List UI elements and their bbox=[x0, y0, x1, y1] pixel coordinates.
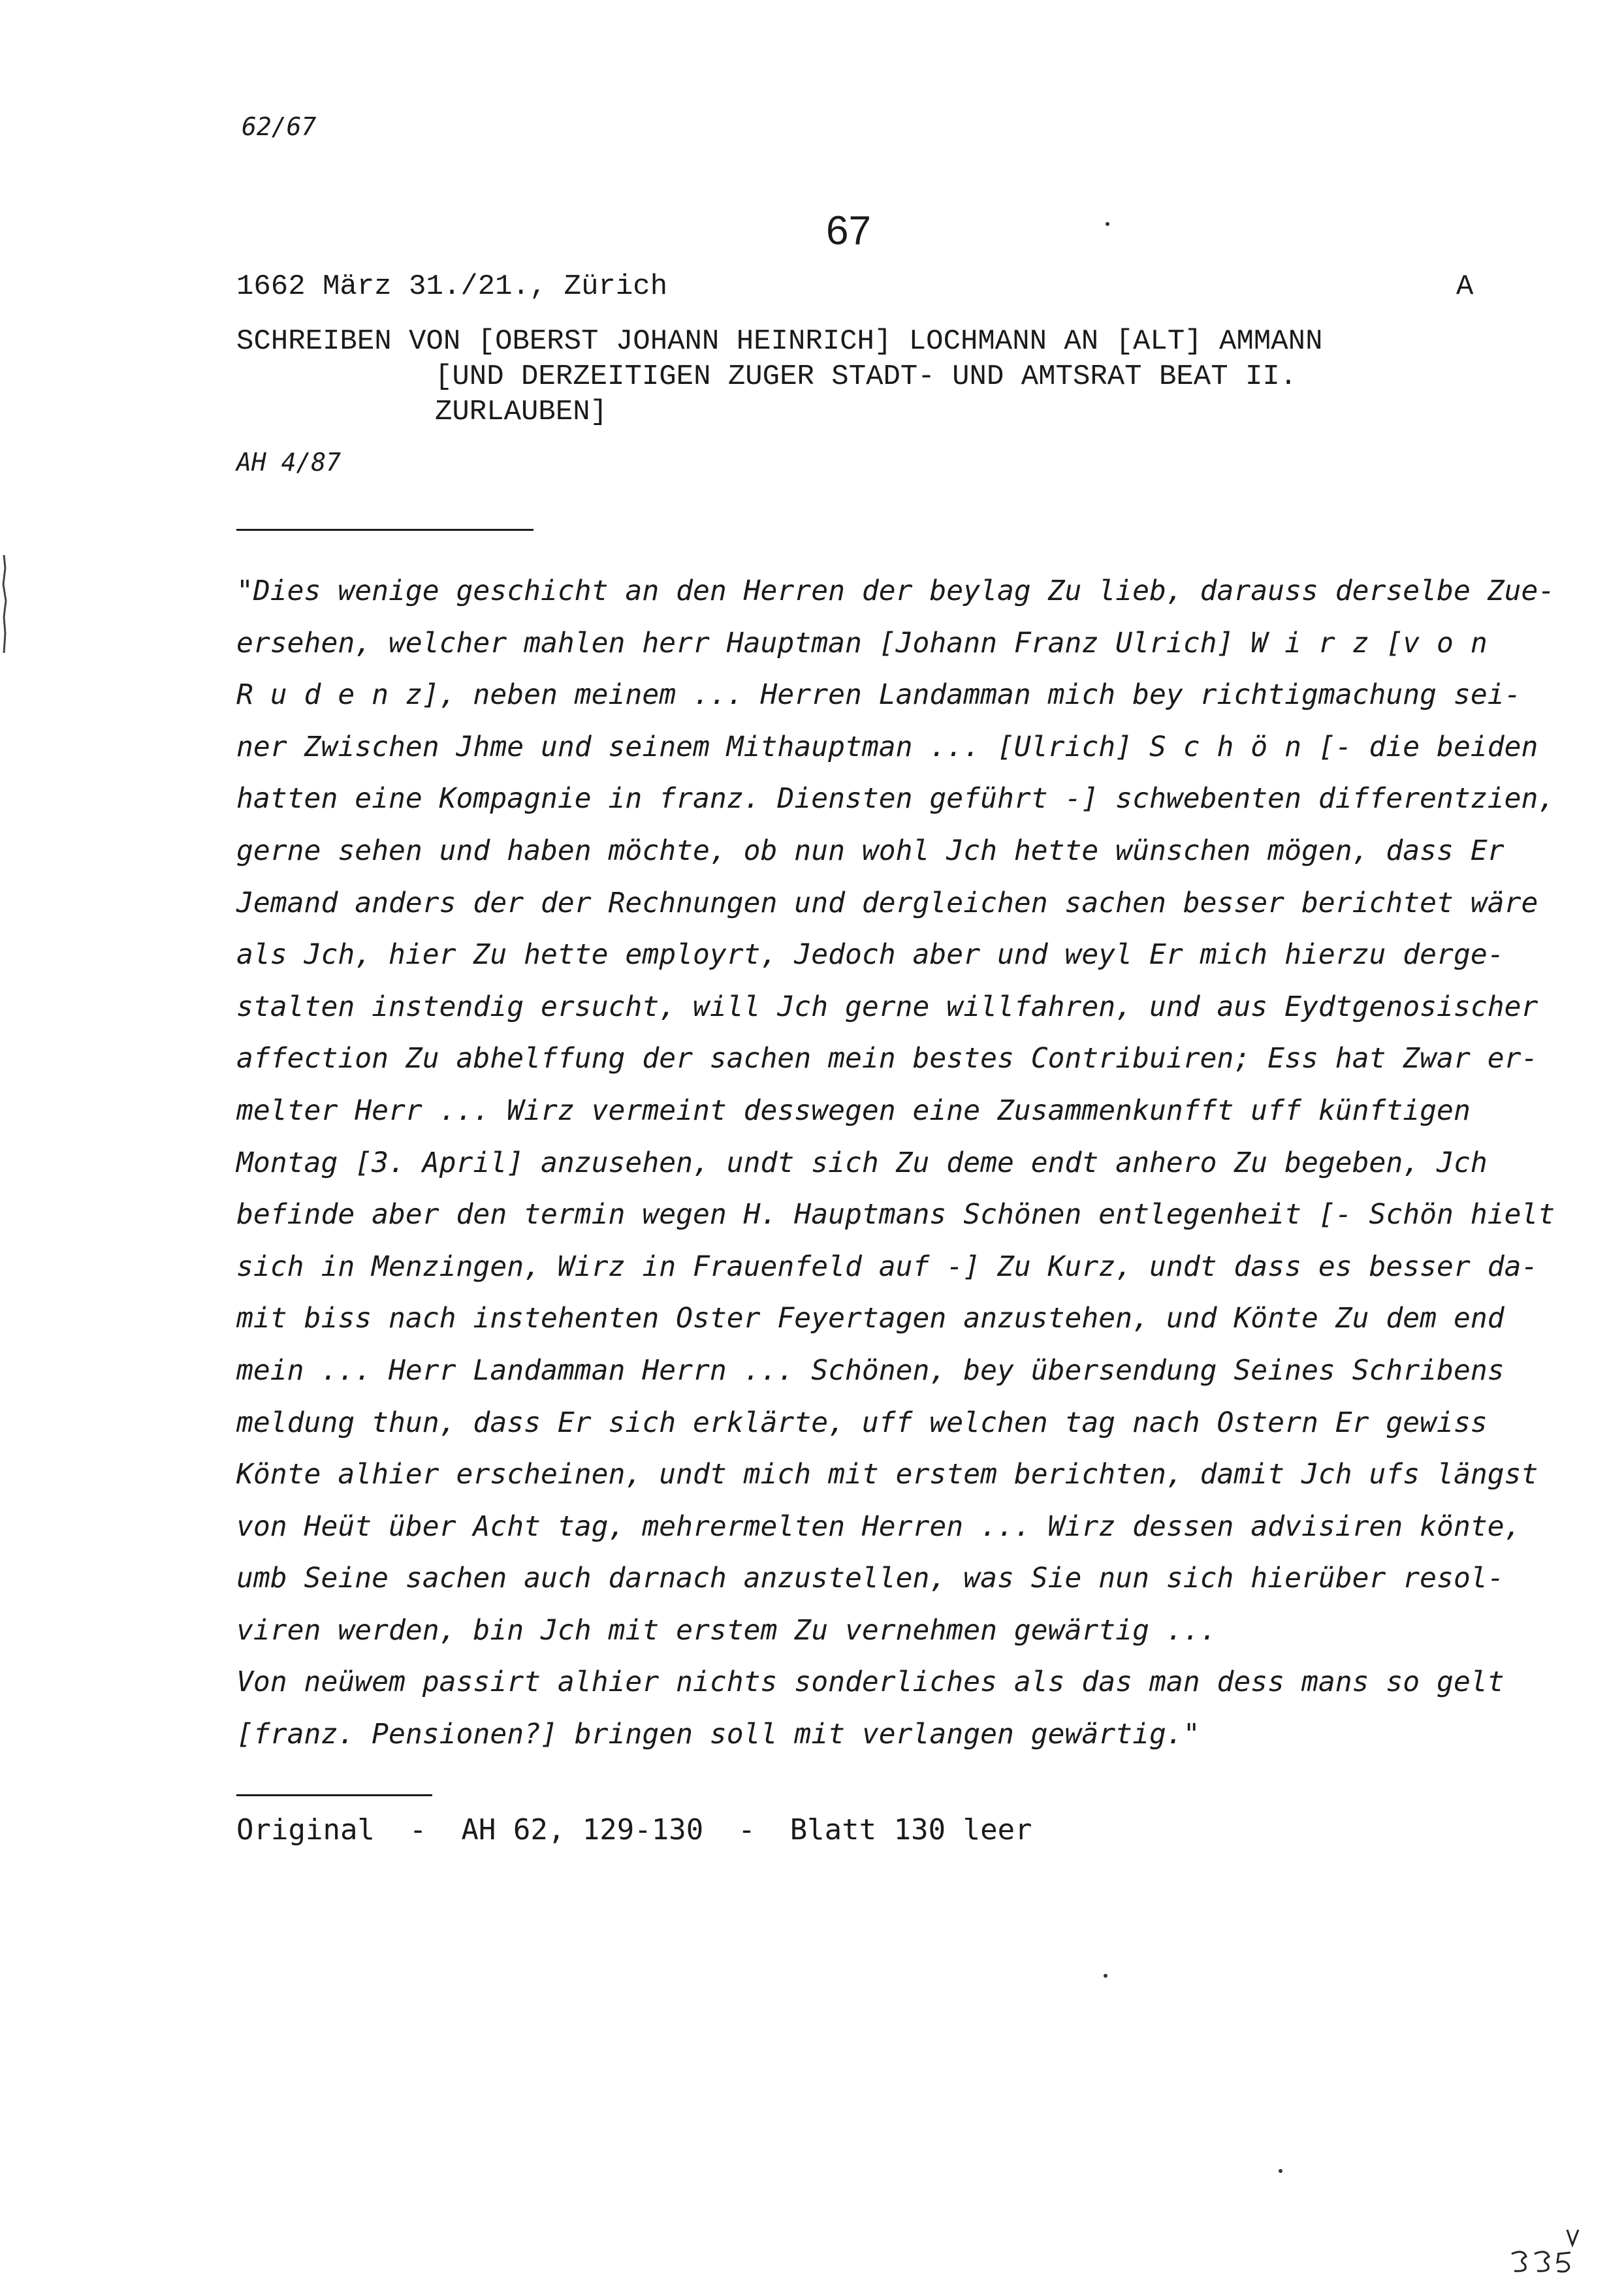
text-line: mit biss nach instehenten Oster Feyertagen anzustehen, und Könte Zu dem end bbox=[236, 1302, 1505, 1335]
heading-line: [UND DERZEITIGEN ZUGER STADT- UND AMTSRAT BEAT II. bbox=[435, 360, 1298, 393]
scan-speck bbox=[1106, 222, 1109, 226]
text-line: Jemand anders der der Rechnungen und dergleichen sachen besser berichtet wäre bbox=[236, 886, 1538, 919]
scan-speck bbox=[1279, 2169, 1282, 2173]
text-line: sich in Menzingen, Wirz in Frauenfeld auf -] Zu Kurz, undt dass es besser da- bbox=[236, 1250, 1538, 1283]
category-letter: A bbox=[1456, 270, 1474, 303]
text-line: ersehen, welcher mahlen herr Hauptman [Johann Franz Ulrich] W i r z [v o n bbox=[236, 626, 1488, 659]
text-line: hatten eine Kompagnie in franz. Diensten geführt -] schwebenten differentzien, bbox=[236, 782, 1555, 816]
source-note: Original - AH 62, 129-130 - Blatt 130 leer bbox=[236, 1813, 1032, 1846]
top-reference: 62/67 bbox=[242, 112, 317, 141]
text-line: Von neüwem passirt alhier nichts sonderliches als das man dess mans so gelt bbox=[236, 1666, 1505, 1699]
text-line: [franz. Pensionen?] bringen soll mit verlangen gewärtig." bbox=[236, 1718, 1200, 1751]
handwritten-folio-number bbox=[1505, 2227, 1590, 2279]
text-line: als Jch, hier Zu hette employrt, Jedoch aber und weyl Er mich hierzu derge- bbox=[236, 938, 1505, 972]
text-line: viren werden, bin Jch mit erstem Zu vernehmen gewärtig ... bbox=[236, 1613, 1217, 1647]
text-line: Montag [3. April] anzusehen, undt sich Zu deme endt anhero Zu begeben, Jch bbox=[236, 1146, 1488, 1179]
text-line: mein ... Herr Landamman Herrn ... Schönen, bey übersendung Seines Schribens bbox=[236, 1354, 1505, 1387]
document-heading bbox=[236, 324, 1322, 430]
text-line: Könte alhier erscheinen, undt mich mit erstem berichten, damit Jch ufs längst bbox=[236, 1458, 1538, 1491]
heading-line: ZURLAUBEN] bbox=[435, 396, 608, 428]
document-number: 67 bbox=[826, 208, 871, 253]
text-line: befinde aber den termin wegen H. Hauptmans Schönen entlegenheit [- Schön hielt bbox=[236, 1198, 1555, 1231]
text-line: stalten instendig ersucht, will Jch gerne willfahren, und aus Eydtgenosischer bbox=[236, 990, 1538, 1023]
text-line: R u d e n z], neben meinem ... Herren Landamman mich bey richtigmachung sei- bbox=[236, 678, 1521, 712]
margin-scan-mark bbox=[0, 555, 9, 653]
text-line: gerne sehen und haben möchte, ob nun wohl Jch hette wünschen mögen, dass Er bbox=[236, 834, 1505, 867]
footnote-rule bbox=[236, 1794, 432, 1796]
divider-rule bbox=[236, 529, 533, 531]
text-line: umb Seine sachen auch darnach anzustellen, was Sie nun sich hierüber resol- bbox=[236, 1562, 1505, 1595]
text-line: melter Herr ... Wirz vermeint desswegen eine Zusammenkunfft uff künftigen bbox=[236, 1094, 1471, 1127]
text-line: von Heüt über Acht tag, mehrermelten Herren ... Wirz dessen advisiren könte, bbox=[236, 1510, 1521, 1543]
text-line: "Dies wenige geschicht an den Herren der beylag Zu lieb, darauss derselbe Zue- bbox=[236, 575, 1555, 607]
scan-speck bbox=[1104, 1974, 1107, 1978]
text-line: ner Zwischen Jhme und seinem Mithauptman ... [Ulrich] S c h ö n [- die beiden bbox=[236, 730, 1538, 763]
heading-line: SCHREIBEN VON [OBERST JOHANN HEINRICH] LOCHMANN AN [ALT] AMMANN bbox=[236, 325, 1323, 358]
date-place-line: 1662 März 31./21., Zürich bbox=[236, 270, 668, 303]
letter-transcription bbox=[236, 565, 1555, 1761]
archive-reference: AH 4/87 bbox=[236, 448, 342, 477]
text-line: affection Zu abhelffung der sachen mein bestes Contribuiren; Ess hat Zwar er- bbox=[236, 1042, 1538, 1075]
text-line: meldung thun, dass Er sich erklärte, uff welchen tag nach Ostern Er gewiss bbox=[236, 1406, 1488, 1439]
